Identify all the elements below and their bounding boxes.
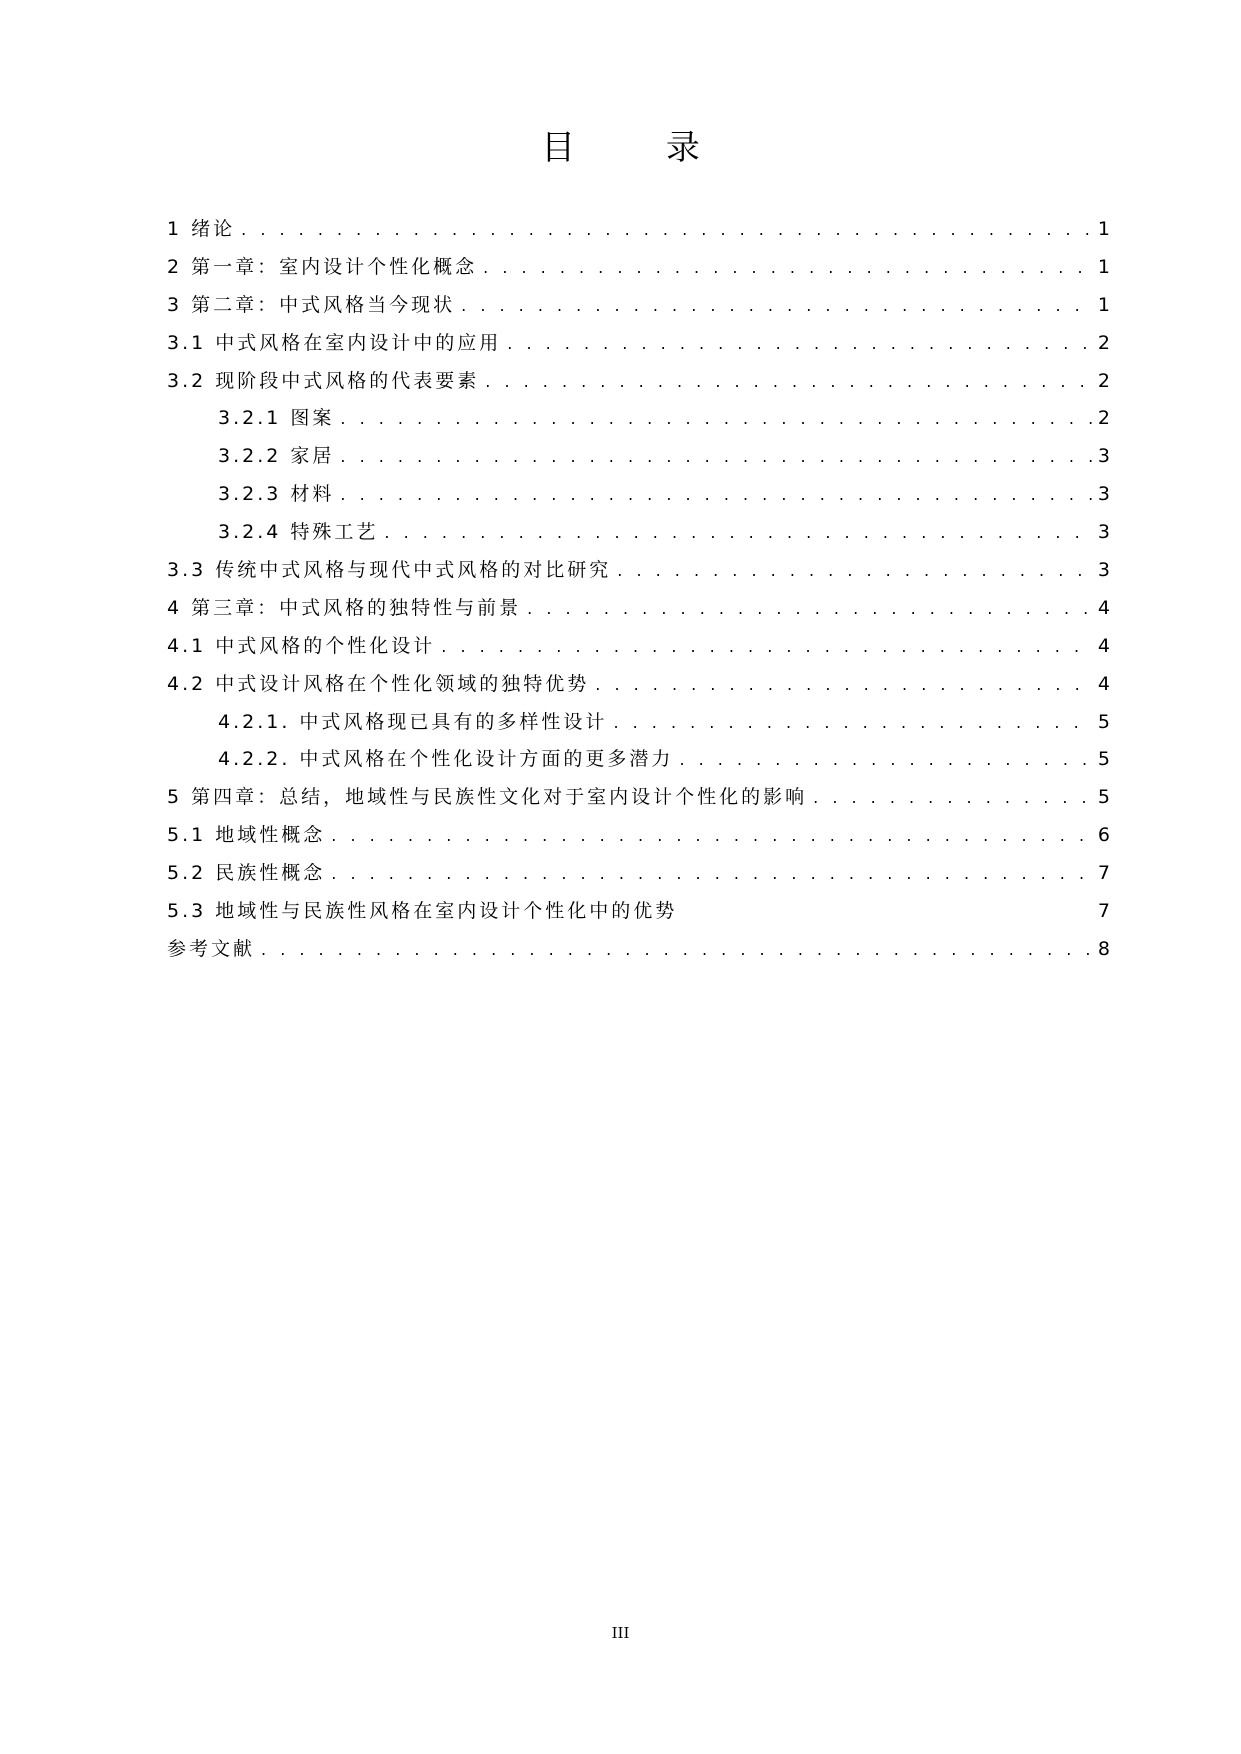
toc-leader-dots — [441, 637, 1092, 656]
toc-entry-label: 4.1 中式风格的个性化设计 — [167, 634, 436, 657]
toc-entry-label: 4 第三章：中式风格的独特性与前景 — [167, 596, 522, 619]
toc-entry[interactable] — [167, 366, 1110, 404]
toc-entry[interactable] — [167, 441, 1110, 479]
toc-leader-dots — [485, 372, 1092, 391]
toc-entry-page: 3 — [1097, 521, 1110, 544]
toc-leader-dots — [331, 864, 1092, 883]
toc-entry-label: 3.2.1 图案 — [218, 407, 335, 430]
toc-entry-label: 3.2.3 材料 — [218, 483, 335, 506]
toc-entry-label: 3 第二章：中式风格当今现状 — [167, 293, 456, 316]
toc-entry-label: 3.2 现阶段中式风格的代表要素 — [167, 369, 480, 392]
toc-leader-dots — [595, 675, 1092, 694]
toc-leader-dots — [241, 220, 1092, 239]
toc-entry[interactable] — [167, 479, 1110, 517]
toc-entry[interactable] — [167, 214, 1110, 252]
toc-leader-dots — [340, 409, 1092, 428]
toc-entry-label: 5.3 地域性与民族性风格在室内设计个性化中的优势 — [167, 900, 678, 923]
toc-entry-page: 1 — [1097, 218, 1110, 240]
toc-entry-label: 参考文献 — [167, 937, 256, 960]
toc-entry-label: 4.2.2. 中式风格在个性化设计方面的更多潜力 — [218, 748, 674, 771]
toc-entry-page: 7 — [1097, 900, 1110, 923]
toc-leader-dots — [340, 447, 1092, 466]
toc-leader-dots — [679, 750, 1091, 769]
toc-leader-dots — [507, 334, 1092, 353]
toc-entry[interactable] — [167, 517, 1110, 555]
toc-leader-dots — [261, 940, 1092, 959]
toc-entry[interactable] — [167, 631, 1110, 669]
toc-entry-label: 4.2.1. 中式风格现已具有的多样性设计 — [218, 710, 608, 733]
toc-entry-page: 8 — [1097, 937, 1110, 960]
toc-entry-page: 5 — [1097, 786, 1110, 809]
toc-entry[interactable] — [167, 820, 1110, 858]
toc-entry-label: 5.2 民族性概念 — [167, 862, 326, 885]
toc-entry-label: 3.2.2 家居 — [218, 445, 335, 468]
toc-entry-page: 4 — [1097, 672, 1110, 695]
toc-entry[interactable] — [167, 555, 1110, 593]
toc-entry-label: 3.1 中式风格在室内设计中的应用 — [167, 331, 502, 354]
toc-entry-page: 3 — [1097, 559, 1110, 582]
toc-entry[interactable] — [167, 290, 1110, 328]
toc-leader-dots — [527, 599, 1092, 618]
toc-entry[interactable] — [167, 707, 1110, 745]
toc-entry-page: 1 — [1097, 293, 1110, 316]
toc-entry[interactable] — [167, 593, 1110, 631]
toc-entry-label: 5.1 地域性概念 — [167, 824, 326, 847]
toc-entry-page: 2 — [1097, 407, 1110, 430]
toc-entry-label: 5 第四章：总结，地域性与民族性文化对于室内设计个性化的影响 — [167, 786, 808, 809]
page-title: 目 录 — [541, 128, 740, 168]
toc-entry[interactable] — [167, 252, 1110, 290]
toc-leader-dots — [617, 561, 1092, 580]
toc-entry-page: 2 — [1097, 369, 1110, 392]
toc-entry[interactable] — [167, 403, 1110, 441]
toc-leader-dots — [813, 788, 1092, 807]
toc-entry-page: 1 — [1097, 255, 1110, 278]
toc-entry-label: 3.2.4 特殊工艺 — [218, 521, 379, 544]
table-of-contents — [167, 214, 1110, 972]
toc-entry[interactable] — [167, 669, 1110, 707]
toc-entry-page: 4 — [1097, 634, 1110, 657]
toc-entry-page: 6 — [1097, 824, 1110, 847]
toc-entry-page: 4 — [1097, 596, 1110, 619]
page-number: III — [611, 1624, 630, 1642]
toc-entry[interactable] — [167, 744, 1110, 782]
toc-entry-label: 1 绪论 — [167, 218, 236, 240]
toc-leader-dots — [331, 826, 1092, 845]
toc-entry[interactable] — [167, 328, 1110, 366]
toc-entry-page: 3 — [1097, 483, 1110, 506]
toc-entry[interactable] — [167, 934, 1110, 972]
toc-leader-dots — [483, 258, 1092, 277]
toc-entry-label: 4.2 中式设计风格在个性化领域的独特优势 — [167, 672, 590, 695]
toc-leader-dots — [340, 485, 1092, 504]
toc-leader-dots — [384, 523, 1092, 542]
toc-entry[interactable] — [167, 858, 1110, 896]
toc-entry-label: 3.3 传统中式风格与现代中式风格的对比研究 — [167, 559, 612, 582]
toc-entry[interactable] — [167, 782, 1110, 820]
toc-entry-page: 5 — [1097, 748, 1110, 771]
toc-entry-label: 2 第一章：室内设计个性化概念 — [167, 255, 478, 278]
toc-entry-page: 3 — [1097, 445, 1110, 468]
toc-entry[interactable] — [167, 896, 1110, 934]
toc-entry-page: 5 — [1097, 710, 1110, 733]
toc-entry-page: 7 — [1097, 862, 1110, 885]
toc-leader-dots — [461, 296, 1092, 315]
toc-leader-dots — [613, 713, 1091, 732]
toc-entry-page: 2 — [1097, 331, 1110, 354]
